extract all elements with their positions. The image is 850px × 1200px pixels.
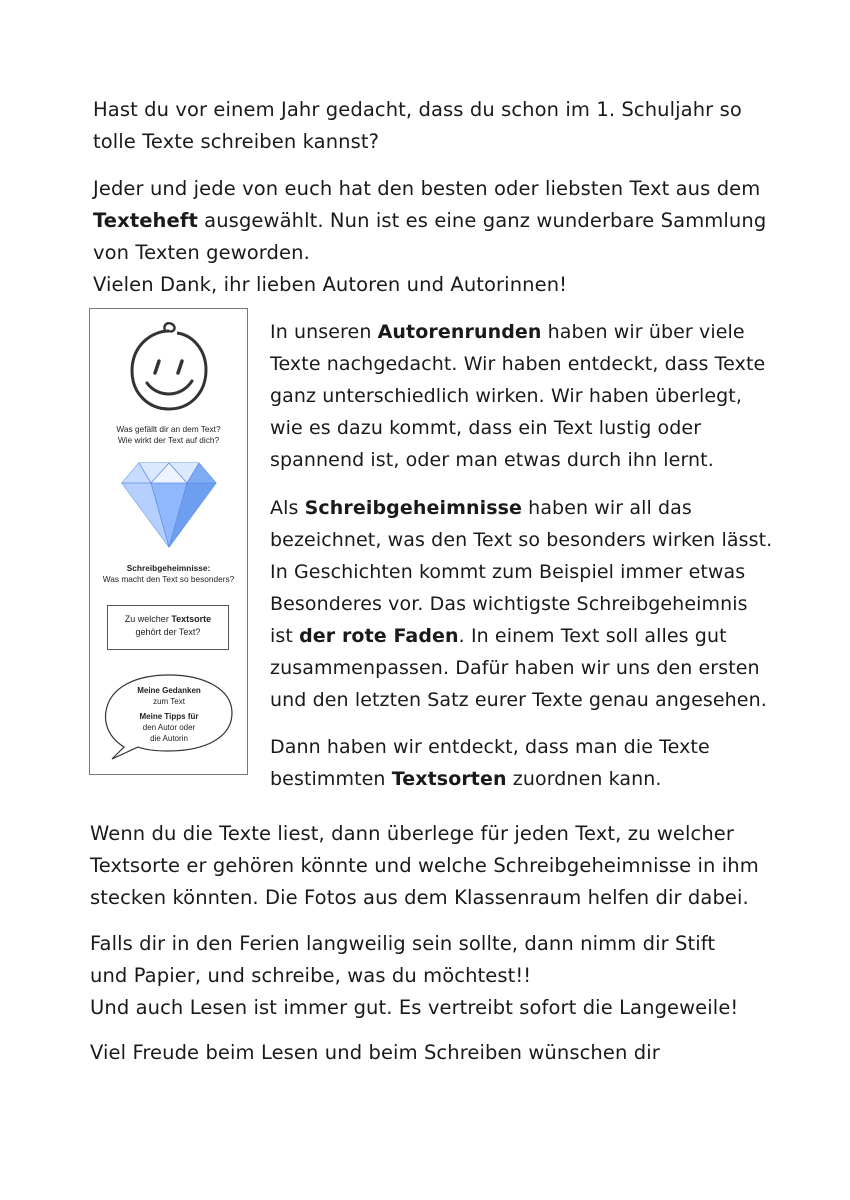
text-line: Und auch Lesen ist immer gut. Es vertreibt sofort die Langeweile!	[90, 996, 739, 1019]
secrets-subtitle: Was macht den Text so besonders?	[102, 574, 235, 584]
text-line: zusammenpassen. Dafür haben wir uns den ersten	[270, 657, 760, 679]
author-rounds-paragraph	[270, 316, 765, 476]
text-line: Dann haben wir entdeckt, dass man die Texte	[270, 736, 710, 758]
text-line: spannend ist, oder man etwas durch ihn lernt.	[270, 449, 714, 471]
text-line: Viel Freude beim Lesen und beim Schreiben wünschen dir	[90, 1041, 660, 1064]
text-line: Textsorte er gehören könnte und welche Schreibgeheimnisse in ihm	[90, 854, 759, 877]
text-line: wie es dazu kommt, dass ein Text lustig oder	[270, 417, 702, 439]
text-line: gehört der Text?	[135, 627, 201, 637]
text-line: stecken könnten. Die Fotos aus dem Klassenraum helfen dir dabei.	[90, 886, 749, 909]
bubble-text: Meine Gedanken zum Text Meine Tipps für den Autor oder die Autorin	[137, 686, 201, 743]
text-line: Falls dir in den Ferien langweilig sein sollte, dann nimm dir Stift	[90, 932, 716, 955]
text-line: bezeichnet, was den Text so besonders wirken lässt.	[270, 529, 773, 551]
text-line: bestimmten Textsorten zuordnen kann.	[270, 768, 662, 790]
text-line: Zu welcher Textsorte	[124, 614, 212, 624]
writing-guide-box	[89, 308, 248, 775]
text-line: Als Schreibgeheimnisse haben wir all das	[270, 497, 692, 519]
text-line: Vielen Dank, ihr lieben Autoren und Autorinnen!	[93, 273, 568, 296]
writing-secrets-paragraph	[270, 492, 772, 716]
bold-term: Texteheft	[93, 209, 198, 232]
text-line: In unseren Autorenrunden haben wir über viele	[270, 321, 745, 343]
text-line: Jeder und jede von euch hat den besten oder liebsten Text aus dem	[93, 177, 761, 200]
text-line: von Texten geworden.	[93, 241, 310, 264]
text-line: Besonderes vor. Das wichtigste Schreibgeheimnis	[270, 593, 748, 615]
text-line: Texteheft ausgewählt. Nun ist es eine ganz wunderbare Sammlung	[93, 209, 767, 232]
text-types-paragraph	[270, 731, 710, 795]
text-line: ist der rote Faden. In einem Text soll alles gut	[270, 625, 727, 647]
intro-paragraph	[93, 94, 742, 158]
smiley-icon	[122, 319, 216, 413]
text-line: In Geschichten kommt zum Beispiel immer etwas	[270, 561, 746, 583]
thanks-paragraph	[93, 173, 766, 301]
closing-line	[90, 1037, 660, 1069]
text-line: tolle Texte schreiben kannst?	[93, 130, 380, 153]
text-type-box	[107, 605, 229, 650]
question-line: Wie wirkt der Text auf dich?	[117, 435, 220, 445]
secrets-title: Schreibgeheimnisse:	[126, 563, 211, 573]
holiday-paragraph	[90, 928, 738, 1024]
text-line: und den letzten Satz eurer Texte genau angesehen.	[270, 689, 767, 711]
text-line: ganz unterschiedlich wirken. Wir haben überlegt,	[270, 385, 742, 407]
text-line: Hast du vor einem Jahr gedacht, dass du schon im 1. Schuljahr so	[93, 98, 742, 121]
text-line: und Papier, und schreibe, was du möchtest!!	[90, 964, 532, 987]
text-line: Texte nachgedacht. Wir haben entdeckt, dass Texte	[270, 353, 766, 375]
diamond-icon	[121, 461, 217, 549]
question-line: Was gefällt dir an dem Text?	[116, 424, 221, 434]
reading-tips-paragraph	[90, 818, 759, 914]
text-line: Wenn du die Texte liest, dann überlege für jeden Text, zu welcher	[90, 822, 735, 845]
